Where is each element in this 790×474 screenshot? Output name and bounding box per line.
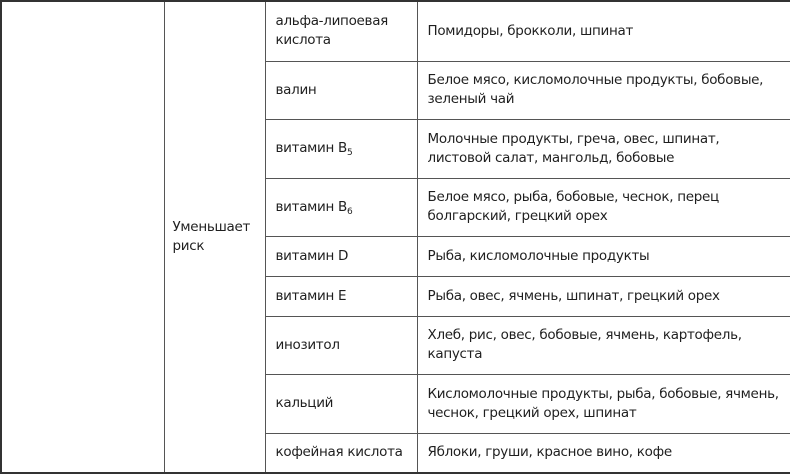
nutrient-cell: инозитол [265, 316, 417, 374]
nutrient-cell: альфа-липоевая кислота [265, 1, 417, 61]
sources-cell: Белое мясо, рыба, бобовые, чеснок, перец болгарский, грецкий орех [417, 178, 790, 236]
sources-cell: Белое мясо, кисломолочные продукты, бобовые, зеленый чай [417, 61, 790, 119]
nutrient-cell: кофейная кислота [265, 433, 417, 473]
sources-cell: Молочные продукты, греча, овес, шпинат, листовой салат, мангольд, бобовые [417, 119, 790, 178]
nutrient-name: витамин B [275, 198, 348, 215]
sources-cell: Кисломолочные продукты, рыба, бобовые, ячмень, чеснок, грецкий орех, шпинат [417, 374, 790, 433]
nutrient-name: витамин B [275, 140, 348, 156]
nutrient-cell: кальций [265, 374, 417, 433]
subscript: 6 [347, 206, 353, 217]
empty-cell [1, 1, 164, 473]
sources-cell: Помидоры, брокколи, шпинат [417, 1, 790, 61]
sources-cell: Рыба, кисломолочные продукты [417, 236, 790, 276]
sources-cell: Хлеб, рис, овес, бобовые, ячмень, картофель, капуста [417, 316, 790, 374]
sources-cell: Рыба, овес, ячмень, шпинат, грецкий орех [417, 276, 790, 316]
nutrient-cell: витамин D [265, 236, 417, 276]
effect-cell: Уменьшает риск [164, 1, 265, 473]
table-row [1, 1, 790, 61]
nutrient-cell: витамин E [265, 276, 417, 316]
nutrient-cell: валин [265, 61, 417, 119]
nutrient-cell [265, 119, 417, 178]
nutrient-cell [265, 178, 417, 236]
subscript: 5 [347, 148, 353, 158]
sources-cell: Яблоки, груши, красное вино, кофе [417, 433, 790, 473]
